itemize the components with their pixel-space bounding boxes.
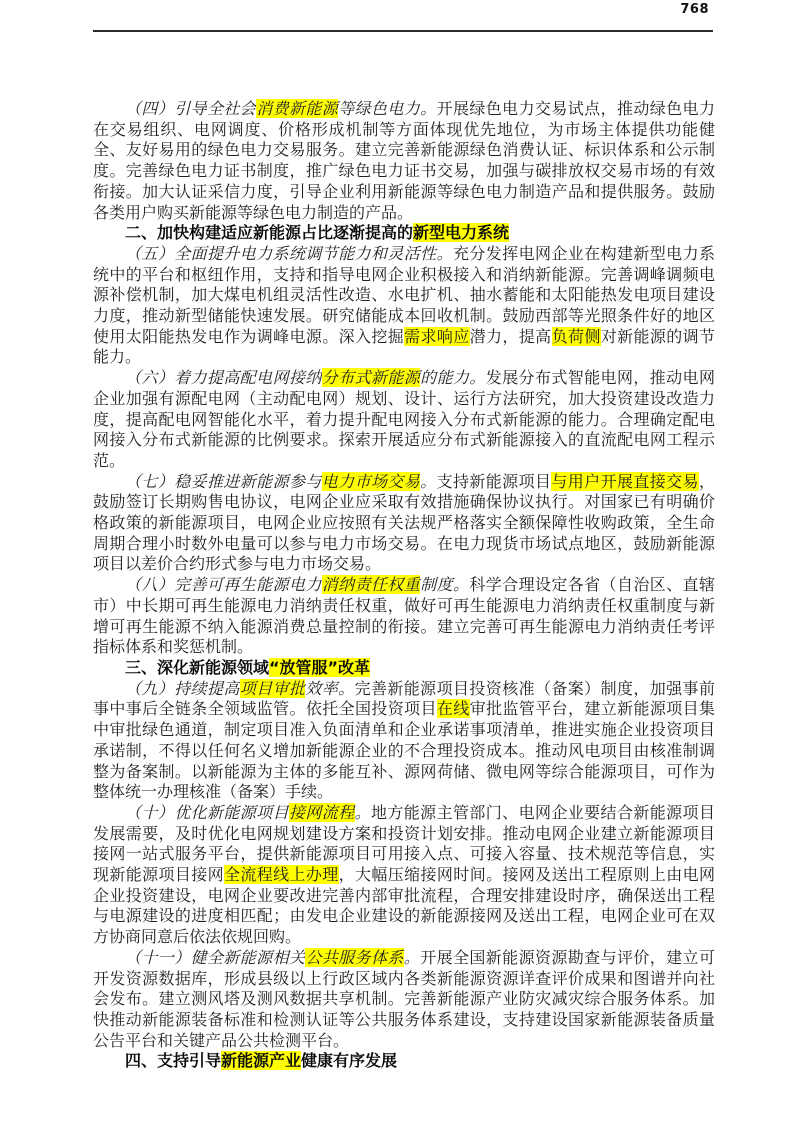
highlighted-text: 消费新能源 (256, 99, 339, 118)
text-run: ，大幅压缩接网时间。接网及送出工程原则上由电网企业投资建设，电网企业要改进完善内部审批流程，合理安排建设时序，确保送出工程与电源建设的进度相匹配；由发电企业建设的新能源接网及送出工程，电网企业可在双方协商同意后依法依规回购。 (93, 865, 715, 947)
text-run: 发展分布式智能电网，推动电网企业加强有源配电网（主动配电网）规划、设计、运行方法研究，加大投资建设改造力度，提高配电网智能化水平，着力提升配电网接入分布式新能源的能力。合理确定配电网接入分布式新能源的比例要求。探索开展适应分布式新能源接入的直流配电网工程示范。 (93, 368, 715, 470)
document-paragraph (93, 679, 715, 803)
text-run: 充分发挥电网企业在构建新型电力系统中的平台和枢纽作用，支持和指导电网企业积极接入和消纳新能源。完善调峰调频电源补偿机制，加大煤电机组灵活性改造、水电扩机、抽水蓄能和太阳能热发电项目建设力度，推动新型储能快速发展。研究储能成本回收机制。鼓励西部等光照条件好的地区使用太阳能热发电作为调峰电源。深入挖掘 (93, 243, 715, 346)
text-run: （八）完善可再生能源电力 (125, 575, 322, 595)
document-paragraph (93, 244, 715, 368)
text-run: （十）优化新能源项目 (125, 802, 289, 822)
highlighted-text: 需求响应 (404, 326, 470, 346)
text-run: （九）持续提高 (125, 678, 240, 698)
highlighted-text: 公共服务体系 (305, 947, 404, 967)
header-divider-rule (93, 30, 713, 32)
text-run: （七）稳妥推进新能源参与 (125, 471, 322, 491)
highlighted-text: 项目审批 (239, 678, 306, 698)
text-run: 科学合理设定各省（自治区、直辖市）中长期可再生能源电力消纳责任权重，做好可再生能源电力消纳责任权重制度与新增可再生能源不纳入能源消费总量控制的衔接。建立完善可再生能源电力消纳责任考评指标体系和奖惩机制。 (93, 575, 715, 657)
highlighted-text: 与用户开展直接交易 (551, 471, 699, 491)
text-run: 的能力。 (420, 368, 486, 388)
page-number: 768 (680, 2, 709, 17)
section-heading (93, 223, 715, 244)
document-paragraph (93, 472, 715, 576)
text-run: 。 (420, 471, 437, 491)
text-run: 。 (403, 947, 421, 967)
document-paragraph (93, 99, 715, 223)
document-paragraph (93, 575, 715, 658)
text-run: 效率。 (305, 678, 355, 698)
text-run: 。 (354, 802, 371, 822)
document-paragraph (93, 948, 715, 1052)
text-run: （十一）健全新能源相关 (125, 947, 306, 967)
text-run: （四）引导全社会 (125, 99, 257, 118)
highlighted-text: “放管服”改革 (269, 657, 371, 677)
text-run: 制度。 (420, 575, 470, 595)
text-run: 潜力，提高 (469, 326, 552, 346)
text-run: （五）全面提升电力系统调节能力和灵活性。 (125, 243, 453, 263)
text-run: 等绿色电力。 (338, 99, 437, 118)
text-run: ，鼓励签订长期购售电协议，电网企业应采取有效措施确保协议执行。对国家已有明确价格政策的新能源项目，电网企业应按照有关法规严格落实全额保障性收购政策，全生命周期合理小时数外电量可以参与电力市场交易。在电力现货市场试点地区，鼓励新能源项目以差价合约形式参与电力市场交易。 (93, 471, 715, 574)
highlighted-text: 负荷侧 (551, 326, 601, 346)
highlighted-text: 消纳责任权重 (321, 575, 421, 595)
highlighted-text: 新能源产业 (221, 1051, 302, 1071)
section-heading (93, 658, 715, 679)
highlighted-text: 电力市场交易 (321, 471, 421, 491)
text-run: 支持新能源项目 (436, 471, 552, 491)
highlighted-text: 全流程线上办理 (224, 865, 339, 885)
text-run: 审批监管平台，建立新能源项目集中审批绿色通道，制定项目准入负面清单和企业承诺事项清单，推进实施企业投资项目承诺制，不得以任何名义增加新能源企业的不合理投资成本。推动风电项目由核准制调整为备案制。以新能源为主体的多能互补、源网荷储、微电网等综合能源项目，可作为整体统一办理核准（备案）手续。 (93, 699, 715, 802)
text-run: 完善新能源项目投资核准（备案）制度，加强事前事中事后全链条全领域监管。依托全国投资项目 (93, 678, 715, 719)
highlighted-text: 新型电力系统 (413, 223, 510, 243)
document-paragraph (93, 803, 715, 948)
text-run: 开展绿色电力交易试点，推动绿色电力在交易组织、电网调度、价格形成机制等方面体现优先地位，为市场主体提供功能健全、友好易用的绿色电力交易服务。建立完善新能源绿色消费认证、标识体系和公示制度。完善绿色电力证书制度，推广绿色电力证书交易，加强与碳排放权交易市场的有效衔接。加大认证采信力度，引导企业利用新能源等绿色电力制造产品和提供服务。鼓励各类用户购买新能源等绿色电力制造的产品。 (93, 99, 715, 222)
text-run: 对新能源的调节能力。 (93, 326, 715, 367)
highlighted-text: 接网流程 (288, 802, 355, 822)
text-run: 三、深化新能源领域 (125, 657, 270, 677)
text-run: 开展全国新能源资源勘查与评价，建立可开发资源数据库，形成县级以上行政区域内各类新能源资源详查评价成果和图谱并向社会发布。建立测风塔及测风数据共享机制。完善新能源产业防灾减灾综合服务体系。加快推动新能源装备标准和检测认证等公共服务体系建设，支持建设国家新能源装备质量公告平台和关键产品公共检测平台。 (93, 947, 715, 1050)
text-run: 地方能源主管部门、电网企业要结合新能源项目发展需要，及时优化电网规划建设方案和投资计划安排。推动电网企业建立新能源项目接网一站式服务平台，提供新能源项目可用接入点、可接入容量、技术规范等信息，实现新能源项目接网 (93, 802, 715, 885)
text-run: （六）着力提高配电网接纳 (125, 368, 322, 388)
text-run: 二、加快构建适应新能源占比逐渐提高的 (125, 223, 414, 243)
document-content (93, 99, 715, 1072)
highlighted-text: 分布式新能源 (321, 368, 421, 388)
text-run: 四、支持引导 (125, 1051, 222, 1071)
highlighted-text: 在线 (436, 699, 470, 719)
document-paragraph (93, 368, 715, 472)
section-heading (93, 1051, 715, 1072)
text-run: 健康有序发展 (301, 1051, 398, 1071)
